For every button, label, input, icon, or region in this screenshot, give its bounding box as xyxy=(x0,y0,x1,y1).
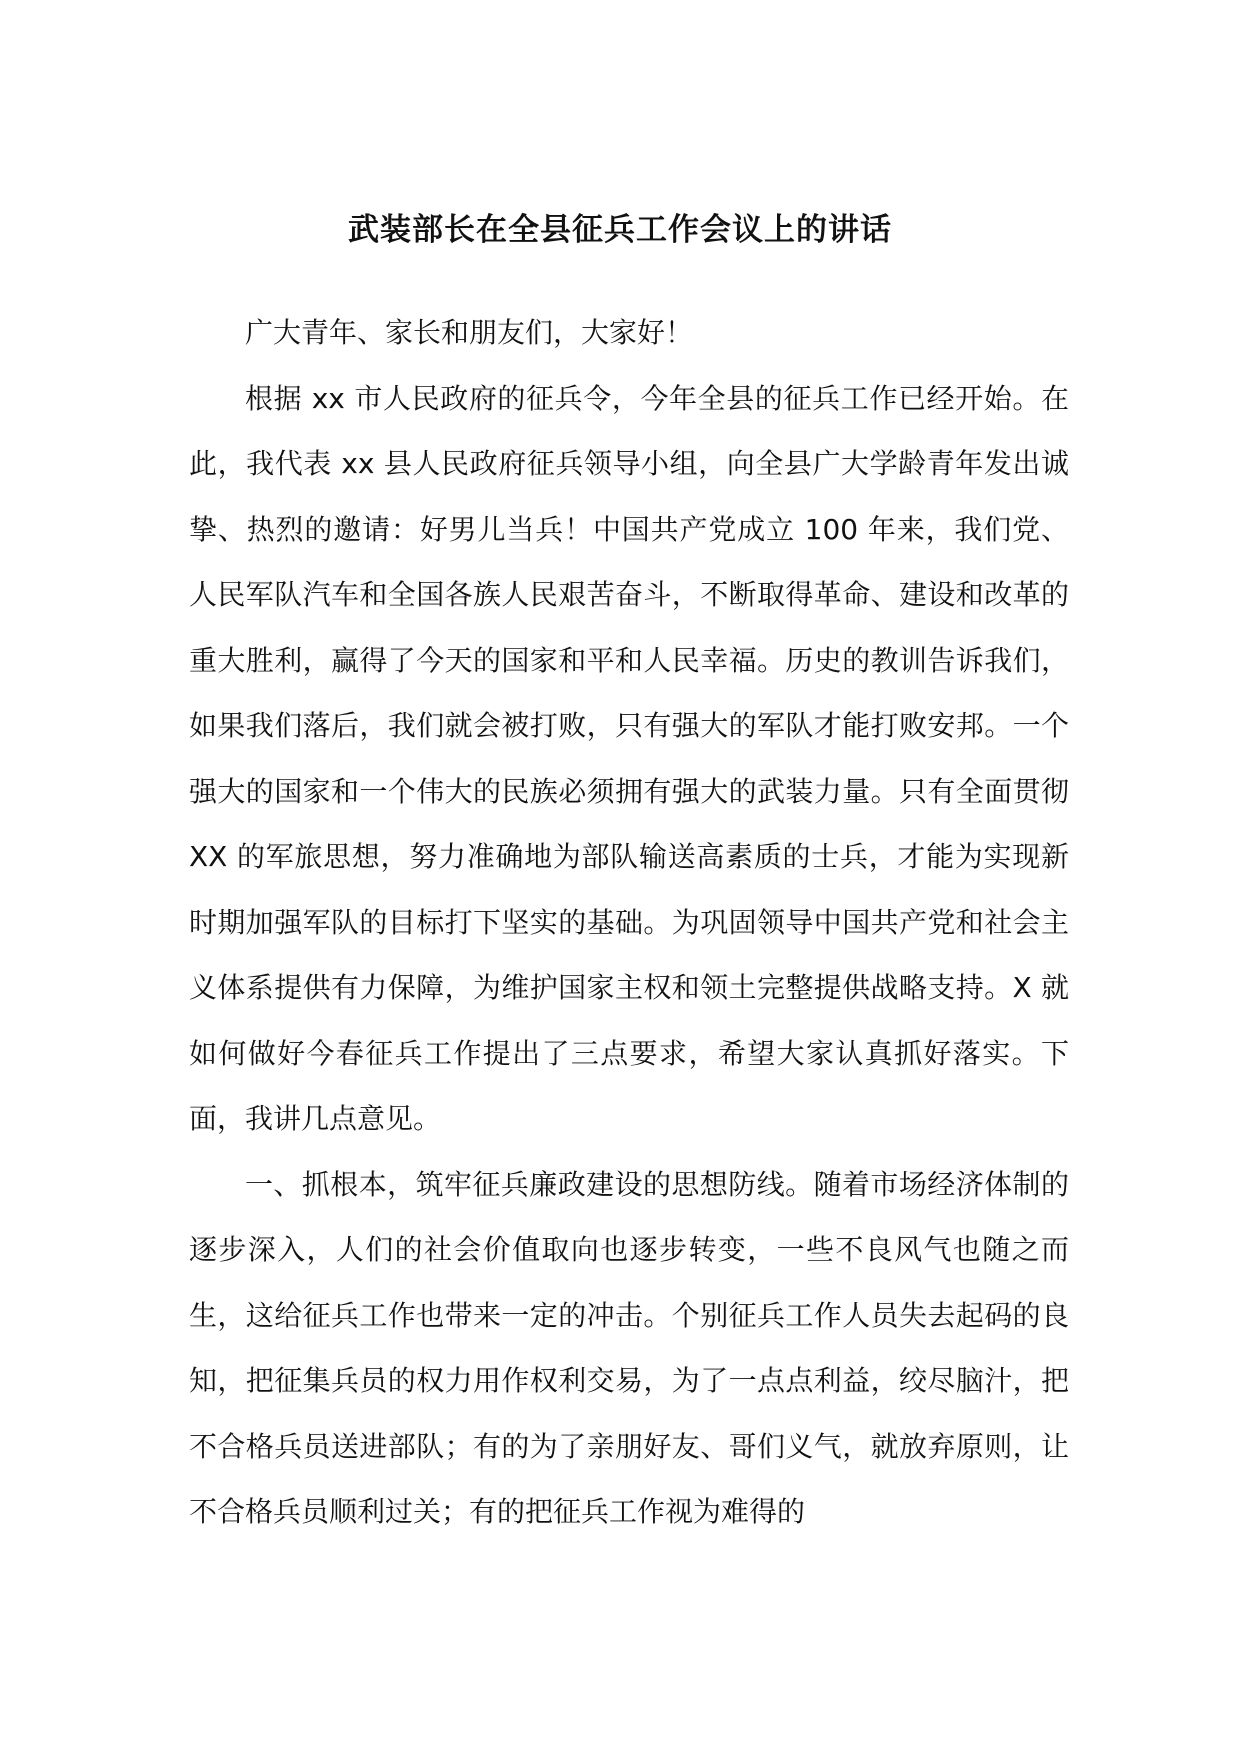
document-title: 武装部长在全县征兵工作会议上的讲话 xyxy=(348,212,892,248)
paragraph-greeting: 广大青年、家长和朋友们，大家好！ xyxy=(245,316,694,349)
paragraph-point-one: 一、抓根本，筑牢征兵廉政建设的思想防线。随着市场经济体制的逐步深入，人们的社会价值取向也逐步转变，一些不良风气也随之而生，这给征兵工作也带来一定的冲击。个别征兵工作人员失去起码的良知，把征集兵员的权力用作权利交易，为了一点点利益，绞尽脑汁，把不合格兵员送进部队；有的为了亲朋好友、哥们义气，就放弃原则，让不合格兵员顺利过关；有的把征兵工作视为难得的 xyxy=(189,1167,1069,1528)
paragraph-intro: 根据 xx 市人民政府的征兵令，今年全县的征兵工作已经开始。在此，我代表 xx 县人民政府征兵领导小组，向全县广大学龄青年发出诚挚、热烈的邀请：好男儿当兵！中国共产党成立 100 年来，我们党、人民军队汽车和全国各族人民艰苦奋斗，不断取得革命、建设和改革的重大胜利，赢得了今天的国家和平和人民幸福。历史的教训告诉我们，如果我们落后，我们就会被打败，只有强大的军队才能打败安邦。一个强大的国家和一个伟大的民族必须拥有强大的武装力量。只有全面贯彻 XX 的军旅思想，努力准确地为部队输送高素质的士兵，才能为实现新时期加强军队的目标打下坚实的基础。为巩固领导中国共产党和社会主义体系提供有力保障，为维护国家主权和领土完整提供战略支持。X 就如何做好今春征兵工作提出了三点要求，希望大家认真抓好落实。下面，我讲几点意见。 xyxy=(189,381,1069,1135)
document-body xyxy=(189,300,1069,1545)
